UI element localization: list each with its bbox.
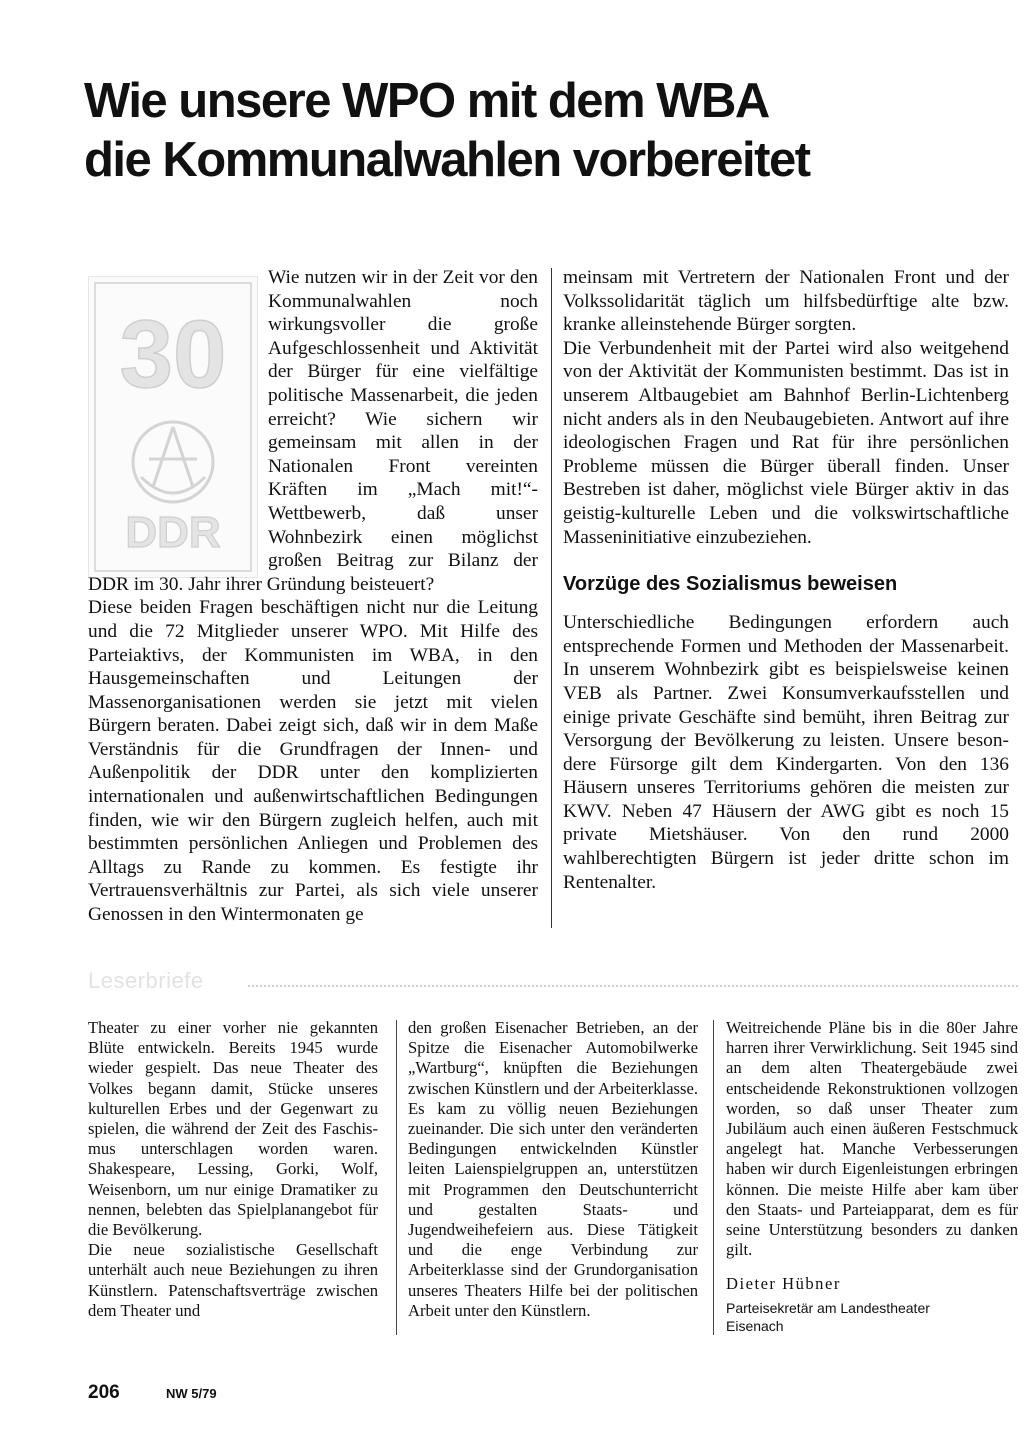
article-paragraph: Unterschiedliche Bedingungen erfordern auch entsprechende Formen und Methoden der Massenarbeit. In unserem Wohnbezirk gibt es beispielsweise keinen VEB als Partner. Zwei Konsumverkaufsstellen und einige private Geschäfte sind bemüht, ihren Beitrag zur Versorgung der Bevölkerung zu leisten. Unsere besondere Fürsorge gilt dem Kindergarten. Von den 136 Häusern unseres Territoriums gehören die meisten zur KWV. Neben 47 Häusern der AWG gibt es noch 15 private Mietshäuser. Von den rund 2000 wahlberechtigten Bürgern ist jeder dritte schon im Rentenalter. — [563, 612, 1009, 893]
emblem-space — [88, 266, 268, 566]
author-role-line-2: Eisenach — [726, 1317, 784, 1334]
article-paragraph: Wie nutzen wir in der Zeit vor den Kommunalwahlen noch wirkungsvoller die große Aufgeschlossenheit und Aktivität der Bürger für eine vielfältige politische Massenarbeit, die jeden erreicht? Wie sichern wir gemeinsam mit allen in der Nationalen Front vereinten Kräften im „Mach mit!“-Wettbewerb, daß unser Wohnbezirk einen möglichst großen Beitrag zur Bilanz der DDR im 30. Jahr ihrer Gründung beisteuert? — [88, 267, 538, 595]
article-left-column — [88, 266, 538, 927]
article-paragraph: Die Verbundenheit mit der Partei wird also weitgehend von der Aktivität der Kommunisten bestimmt. Das ist in unserem Altbaugebiet am Bahnhof Berlin-Lichtenberg nicht anders als in den Neubaugebieten. Antwort auf ihre ideologischen Fragen und Rat für ihre persönlichen Probleme müssen die Bürger überall finden. Unser Bestreben ist daher, möglichst viele Bürger aktiv in das geistig-kulturelle Leben und die volkswirtschaftliche Masseninitiative einzubeziehen. — [563, 337, 1009, 548]
emblem-ddr-text: DDR — [125, 508, 221, 557]
author-role-line-1: Parteisekretär am Landestheater — [726, 1299, 930, 1316]
article-subheading: Vorzüge des Sozialismus beweisen — [563, 573, 898, 596]
letter-paragraph: Theater zu einer vorher nie gekannten Blüte entwickeln. Bereits 1945 wurde wieder gespielt. Das neue Theater des Volkes begann damit, Stücke unseres kulturellen Erbes und der Gegenwart zu spielen, die während der Zeit des Faschismus unterschlagen worden waren. Shakespeare, Lessing, Gorki, Wolf, Weisenborn, um nur einige Dramatiker zu nennen, belebten das Spielplanangebot für die Bevölkerung. — [88, 1018, 378, 1240]
section-divider — [248, 985, 1018, 987]
page-number: 206 — [88, 1382, 120, 1403]
emblem-number: 30 — [119, 301, 227, 408]
letter-column-divider — [713, 1020, 714, 1335]
headline-line-2: die Kommunalwahlen vorbereitet — [84, 133, 810, 187]
letter-column-2 — [408, 1018, 698, 1321]
section-label-leserbriefe: Leserbriefe — [88, 968, 204, 993]
article-right-column — [563, 266, 1009, 894]
issue-label: NW 5/79 — [166, 1386, 217, 1401]
headline — [84, 72, 1004, 190]
letter-paragraph: Die neue sozialistische Gesellschaft unterhält auch neue Beziehungen zu ihren Künstlern. Patenschaftsverträge zwischen dem Theater und — [88, 1240, 378, 1320]
letter-author: Dieter Hübner — [726, 1274, 841, 1294]
letter-author-role — [726, 1299, 1018, 1335]
column-divider — [551, 268, 552, 928]
article-paragraph: Diese beiden Fragen beschäftigen nicht nur die Leitung und die 72 Mitglieder unserer WPO. Mit Hilfe des Parteiaktivs, der Kommunisten im WBA, in den Hausgemeinschaften und Leitungen der Massenorganisationen werden sie jetzt mit vielen Bürgern beraten. Dabei zeigt sich, daß wir in dem Maße Verständnis für die Grundfragen der Innen- und Außenpolitik der DDR unter den komplizierten internationalen und außenwirtschaftlichen Bedingungen finden, wie wir den Bürgern zugleich helfen, auch mit bestimmten persönlichen Anliegen und Problemen des Alltags zu Rande zu kommen. Es festigte ihr Vertrauensverhältnis zur Partei, als sich viele unserer Genossen in den Wintermonaten ge — [88, 597, 538, 926]
article-paragraph: meinsam mit Vertretern der Nationalen Front und der Volkssolidarität täglich um hilfsbedürftige alte bzw. kranke alleinstehende Bürger sorgten. — [563, 267, 1009, 336]
letter-column-divider — [396, 1020, 397, 1335]
letter-paragraph: den großen Eisenacher Betrieben, an der Spitze die Eisenacher Automobilwerke „Wartburg“, knüpften die Beziehungen zwischen Künstlern und der Arbeiterklasse. Es kam zu völlig neuen Beziehungen zueinander. Die sich unter den veränderten Bedingungen entwickelnden Künstler leiten Laienspielgruppen an, unterstützen mit Programmen den Deutschunterricht und gestalten Staats- und Jugendweihefeiern aus. Diese Tätigkeit und die enge Verbindung zur Arbeiterklasse sind der Grundorganisation unseres Theaters Hilfe bei der politischen Arbeit unter den Künstlern. — [408, 1018, 698, 1320]
headline-line-1: Wie unsere WPO mit dem WBA — [84, 74, 769, 128]
letter-column-3 — [726, 1018, 1018, 1335]
letter-paragraph: Weitreichende Pläne bis in die 80er Jahre harren ihrer Verwirklichung. Seit 1945 sind an dem alten Theatergebäude zwei entscheidende Rekonstruktionen vollzogen worden, so daß unser Theater zum Jubiläum auch einen äußeren Festschmuck angelegt hat. Manche Verbesserungen haben wir durch Eigenleistungen erbringen können. Die meiste Hilfe aber kam über den Staats- und Parteiapparat, dem es für seine Unterstützung besonders zu danken gilt. — [726, 1018, 1018, 1260]
letter-column-1 — [88, 1018, 378, 1321]
